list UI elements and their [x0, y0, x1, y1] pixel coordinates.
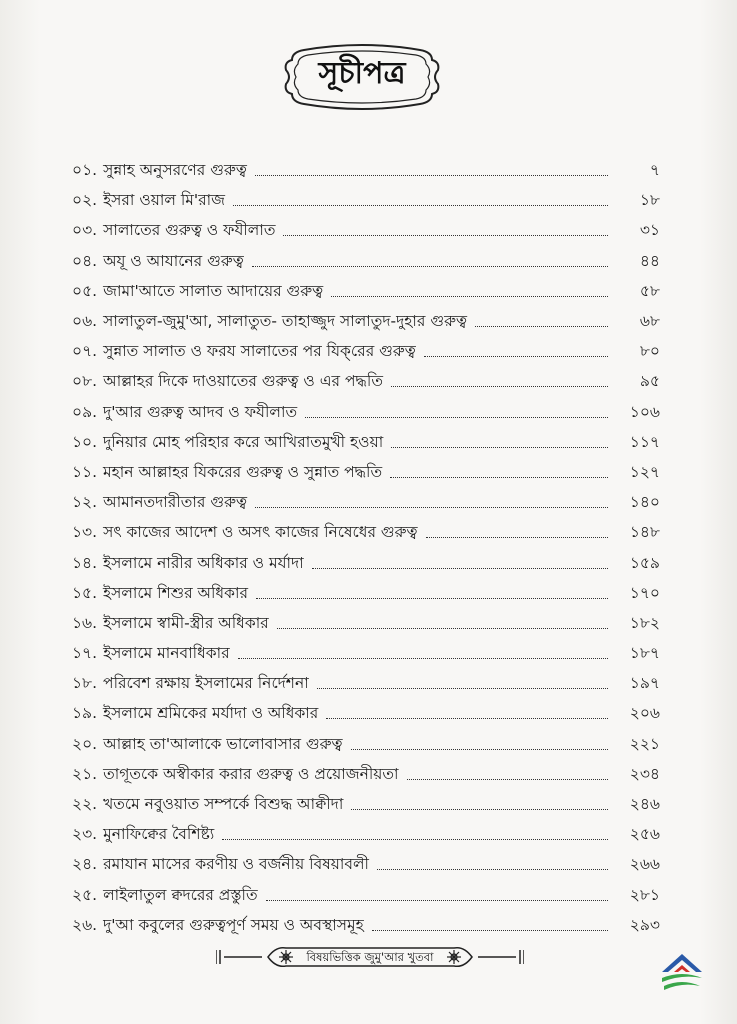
entry-title: ইসলামে স্বামী-স্ত্রীর অধিকার: [103, 613, 269, 632]
dot-leader: [312, 567, 608, 569]
entry-title: ইসরা ওয়াল মি'রাজ: [103, 191, 226, 210]
entry-number: ২৬.: [72, 915, 98, 934]
dot-leader: [252, 265, 608, 267]
toc-entry[interactable]: [72, 729, 660, 759]
entry-title: তাগূতকে অস্বীকার করার গুরুত্ব ও প্রয়োজনীয়তা: [103, 764, 399, 783]
entry-page: ৬৮: [639, 312, 660, 331]
entry-number: ১১.: [72, 462, 98, 481]
entry-title: অযূ ও আযানের গুরুত্ব: [103, 251, 244, 270]
dot-leader: [256, 597, 608, 599]
dot-leader: [390, 476, 608, 478]
entry-page: ১৮: [639, 191, 660, 210]
entry-number: ২০.: [72, 734, 98, 753]
dot-leader: [372, 929, 608, 931]
entry-title: আল্লাহ তা'আলাকে ভালোবাসার গুরুত্ব: [103, 734, 343, 753]
entry-number: ০৯.: [72, 402, 98, 421]
toc-entry[interactable]: [72, 155, 660, 185]
toc-entry[interactable]: [72, 306, 660, 336]
dot-leader: [255, 174, 608, 176]
dot-leader: [391, 385, 608, 387]
entry-page: ১৮৭: [629, 644, 660, 663]
toc-entry[interactable]: [72, 185, 660, 215]
title-cartouche: [282, 42, 442, 112]
entry-page: ৯৫: [639, 372, 660, 391]
entry-page: ২৯৩: [629, 915, 660, 934]
toc-entry[interactable]: [72, 397, 660, 427]
dot-leader: [255, 506, 608, 508]
toc-entry[interactable]: [72, 638, 660, 668]
toc-entry[interactable]: [72, 366, 660, 396]
toc-entry[interactable]: [72, 336, 660, 366]
toc-entry[interactable]: [72, 517, 660, 547]
entry-number: ১০.: [72, 432, 98, 451]
entry-number: ০১.: [72, 161, 98, 180]
entry-number: ০৮.: [72, 372, 98, 391]
entry-number: ১৪.: [72, 553, 98, 572]
entry-number: ০৩.: [72, 221, 98, 240]
entry-title: ইসলামে নারীর অধিকার ও মর্যাদা: [103, 553, 304, 572]
entry-number: ১২.: [72, 493, 98, 512]
entry-number: ২৪.: [72, 855, 98, 874]
toc-entry[interactable]: [72, 698, 660, 728]
dot-leader: [317, 687, 608, 689]
entry-number: ০৫.: [72, 281, 98, 300]
dot-leader: [407, 778, 608, 780]
entry-title: সালাতুল-জুমু'আ, সালাতুত- তাহাজ্জুদ সালাতুদ-দুহার গুরুত্ব: [103, 312, 468, 331]
entry-title: জামা'আতে সালাত আদায়ের গুরুত্ব: [103, 281, 324, 300]
entry-title: দু'আ কবুলের গুরুত্বপূর্ণ সময় ও অবস্থাসমূহ: [103, 915, 364, 934]
dot-leader: [277, 627, 608, 629]
dot-leader: [266, 899, 608, 901]
entry-number: ১৬.: [72, 613, 98, 632]
entry-title: ইসলামে মানবাধিকার: [103, 644, 230, 663]
toc-entry[interactable]: [72, 427, 660, 457]
toc-entry[interactable]: [72, 668, 660, 698]
entry-page: ১৯৭: [629, 674, 660, 693]
entry-number: ২২.: [72, 795, 98, 814]
entry-page: ২০৬: [629, 704, 660, 723]
entry-page: ৮০: [639, 342, 660, 361]
entry-title: পরিবেশ রক্ষায় ইসলামের নির্দেশনা: [103, 674, 309, 693]
entry-number: ০৭.: [72, 342, 98, 361]
entry-title: মুনাফিক্বের বৈশিষ্ট্য: [103, 825, 215, 844]
entry-title: রমাযান মাসের করণীয় ও বর্জনীয় বিষয়াবলী: [103, 855, 369, 874]
entry-title: আমানতদারীতার গুরুত্ব: [103, 493, 247, 512]
dot-leader: [426, 536, 608, 538]
entry-number: ০২.: [72, 191, 98, 210]
toc-entry[interactable]: [72, 578, 660, 608]
dot-leader: [233, 204, 608, 206]
dot-leader: [238, 657, 608, 659]
dot-leader: [326, 717, 608, 719]
entry-page: ৪৪: [639, 251, 660, 270]
entry-title: ইসলামে শ্রমিকের মর্যাদা ও অধিকার: [103, 704, 319, 723]
entry-page: ১৪০: [629, 493, 660, 512]
entry-title: ইসলামে শিশুর অধিকার: [103, 583, 248, 602]
dot-leader: [391, 446, 608, 448]
entry-number: ১৫.: [72, 583, 98, 602]
entry-page: ২৪৬: [629, 795, 660, 814]
entry-title: মহান আল্লাহর যিকরের গুরুত্ব ও সুন্নাত পদ্ধতি: [103, 462, 383, 481]
entry-number: ২৫.: [72, 885, 98, 904]
dot-leader: [377, 868, 608, 870]
toc-entry[interactable]: [72, 547, 660, 577]
entry-page: ২৮১: [629, 885, 660, 904]
entry-page: ১৭০: [629, 583, 660, 602]
entry-page: ২২১: [629, 734, 660, 753]
dot-leader: [283, 234, 608, 236]
toc-entry[interactable]: [72, 849, 660, 879]
toc-entry[interactable]: [72, 276, 660, 306]
footer-book-title: বিষয়ভিত্তিক জুমু'আর খুতবা: [306, 950, 434, 964]
toc-entry[interactable]: [72, 215, 660, 245]
dot-leader: [305, 416, 608, 418]
entry-page: ২৫৬: [629, 825, 660, 844]
dot-leader: [331, 295, 608, 297]
toc-entry[interactable]: [72, 759, 660, 789]
page-title: সূচীপত্র: [318, 56, 406, 91]
entry-title: খতমে নবুওয়াত সম্পর্কে বিশুদ্ধ আক্বীদা: [103, 795, 344, 814]
toc-entry[interactable]: [72, 910, 660, 940]
toc-entry[interactable]: [72, 246, 660, 276]
entry-number: ১৯.: [72, 704, 98, 723]
entry-number: ১৩.: [72, 523, 98, 542]
running-footer: [216, 944, 524, 970]
toc-entry[interactable]: [72, 608, 660, 638]
entry-page: ১৪৮: [629, 523, 660, 542]
entry-number: ০৬.: [72, 312, 98, 331]
entry-title: আল্লাহর দিকে দাওয়াতের গুরুত্ব ও এর পদ্ধতি: [103, 372, 383, 391]
entry-page: ২৩৪: [629, 764, 660, 783]
entry-title: সালাতের গুরুত্ব ও ফযীলাত: [103, 221, 276, 240]
toc-entry[interactable]: [72, 487, 660, 517]
dot-leader: [475, 325, 608, 327]
entry-title: দুনিয়ার মোহ পরিহার করে আখিরাতমুখী হওয়া: [103, 432, 384, 451]
entry-number: ০৪.: [72, 251, 98, 270]
dot-leader: [351, 808, 608, 810]
toc-entry[interactable]: [72, 457, 660, 487]
publisher-logo-icon: [658, 950, 706, 994]
dot-leader: [222, 838, 608, 840]
entry-page: ১৫৯: [629, 553, 660, 572]
entry-number: ২১.: [72, 764, 98, 783]
entry-page: ১৮২: [629, 613, 660, 632]
entry-title: সুন্নাত সালাত ও ফরয সালাতের পর যিক্‌রের গুরুত্ব: [103, 342, 416, 361]
entry-title: লাইলাতুল ক্বদরের প্রস্তুতি: [103, 885, 258, 904]
entry-title: সুন্নাহ অনুসরণের গুরুত্ব: [103, 161, 247, 180]
toc-entry[interactable]: [72, 789, 660, 819]
entry-page: ৫৮: [639, 281, 660, 300]
toc-entry[interactable]: [72, 819, 660, 849]
entry-number: ১৭.: [72, 644, 98, 663]
entry-page: ৭: [649, 161, 660, 180]
dot-leader: [351, 748, 608, 750]
entry-page: ৩১: [639, 221, 660, 240]
entry-number: ১৮.: [72, 674, 98, 693]
table-of-contents: [72, 155, 660, 940]
entry-title: দু'আর গুরুত্ব আদব ও ফযীলাত: [103, 402, 298, 421]
entry-page: ১০৬: [629, 402, 660, 421]
dot-leader: [424, 355, 608, 357]
entry-page: ১২৭: [629, 462, 660, 481]
entry-number: ২৩.: [72, 825, 98, 844]
entry-page: ১১৭: [629, 432, 660, 451]
entry-page: ২৬৬: [629, 855, 660, 874]
entry-title: সৎ কাজের আদেশ ও অসৎ কাজের নিষেধের গুরুত্ব: [103, 523, 418, 542]
toc-entry[interactable]: [72, 880, 660, 910]
